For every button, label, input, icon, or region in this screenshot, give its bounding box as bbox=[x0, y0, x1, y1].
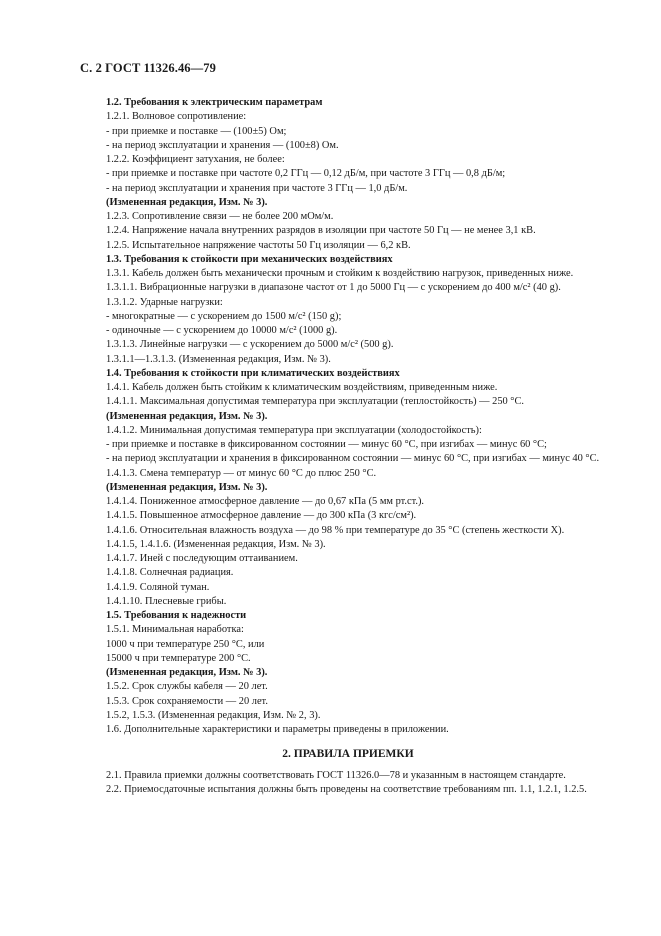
paragraph: 1.4.1.9. Соляной туман. bbox=[106, 581, 210, 593]
list-item: - на период эксплуатации и хранения — (100±8) Ом. bbox=[106, 139, 339, 151]
amendment-note: (Измененная редакция, Изм. № 3). bbox=[106, 410, 268, 422]
list-item: - при приемке и поставке в фиксированном состоянии — минус 60 °С, при изгибах — минус 60 °С; bbox=[106, 439, 547, 450]
amendment-note: 1.5.2, 1.5.3. (Измененная редакция, Изм. № 2, 3). bbox=[106, 709, 321, 721]
list-item: - на период эксплуатации и хранения при частоте 3 ГГц — 1,0 дБ/м. bbox=[106, 182, 408, 194]
amendment-note: (Измененная редакция, Изм. № 3). bbox=[106, 667, 268, 678]
paragraph: 1.2.3. Сопротивление связи — не более 200 мОм/м. bbox=[106, 211, 334, 222]
paragraph: 1.4.1.6. Относительная влажность воздуха — до 98 % при температуре до 35 °С (степень жесткости X). bbox=[106, 524, 565, 536]
paragraph: 1.3.1.2. Ударные нагрузки: bbox=[106, 296, 223, 308]
paragraph: 1.3.1.3. Линейные нагрузки — с ускорением до 5000 м/с² (500 g). bbox=[106, 339, 394, 351]
paragraph: 1.4.1.3. Смена температур — от минус 60 °С до плюс 250 °С. bbox=[106, 467, 377, 479]
heading-1-4: 1.4. Требования к стойкости при климатических воздействиях bbox=[106, 367, 400, 379]
amendment-note: (Измененная редакция, Изм. № 3). bbox=[106, 196, 268, 208]
paragraph: 1.4.1.8. Солнечная радиация. bbox=[106, 567, 234, 579]
paragraph: 1.4.1.2. Минимальная допустимая температура при эксплуатации (холодостойкость): bbox=[106, 424, 482, 436]
section-2-title: 2. ПРАВИЛА ПРИЕМКИ bbox=[282, 748, 414, 761]
paragraph: 1.5.1. Минимальная наработка: bbox=[106, 624, 244, 636]
paragraph: 1.2.2. Коэффициент затухания, не более: bbox=[106, 154, 285, 165]
paragraph: 1.3.1. Кабель должен быть механически прочным и стойким к воздействию нагрузок, приведенных ниже. bbox=[106, 268, 574, 279]
paragraph: 1.4.1.5. Повышенное атмосферное давление — до 300 кПа (3 кгс/см²). bbox=[106, 510, 417, 522]
heading-1-2: 1.2. Требования к электрическим параметрам bbox=[106, 97, 323, 108]
list-item: 1000 ч при температуре 250 °С, или bbox=[106, 638, 265, 650]
heading-1-5: 1.5. Требования к надежности bbox=[106, 610, 247, 621]
list-item: - на период эксплуатации и хранения в фиксированном состоянии — минус 60 °С, при изгибах — минус 40 °С. bbox=[106, 453, 600, 465]
paragraph: 1.4.1. Кабель должен быть стойким к климатическим воздействиям, приведенным ниже. bbox=[106, 382, 498, 393]
list-item: 15000 ч при температуре 200 °С. bbox=[106, 652, 251, 664]
list-item: - при приемке и поставке — (100±5) Ом; bbox=[106, 125, 287, 137]
amendment-note: 1.4.1.5, 1.4.1.6. (Измененная редакция, Изм. № 3). bbox=[106, 538, 326, 550]
amendment-note: (Измененная редакция, Изм. № 3). bbox=[106, 481, 268, 493]
paragraph: 1.2.5. Испытательное напряжение частоты 50 Гц изоляции — 6,2 кВ. bbox=[106, 239, 411, 251]
paragraph: 1.2.4. Напряжение начала внутренних разрядов в изоляции при частоте 50 Гц — не менее 3,1 кВ. bbox=[106, 225, 536, 237]
paragraph: 1.3.1.1. Вибрационные нагрузки в диапазоне частот от 1 до 5000 Гц — с ускорением до 400 м/с² (40 g). bbox=[106, 282, 561, 294]
paragraph: 1.4.1.4. Пониженное атмосферное давление — до 0,67 кПа (5 мм рт.ст.). bbox=[106, 496, 425, 507]
page-header: С. 2 ГОСТ 11326.46—79 bbox=[80, 61, 216, 75]
paragraph: 1.5.3. Срок сохраняемости — 20 лет. bbox=[106, 695, 268, 707]
amendment-note: 1.3.1.1—1.3.1.3. (Измененная редакция, Изм. № 3). bbox=[106, 353, 331, 365]
paragraph: 2.2. Приемосдаточные испытания должны быть проведены на соответствие требованиям пп. 1.1, 1.2.1, 1.2.5. bbox=[106, 783, 587, 795]
list-item: - многократные — с ускорением до 1500 м/с² (150 g); bbox=[106, 310, 342, 322]
list-item: - при приемке и поставке при частоте 0,2 ГГц — 0,12 дБ/м, при частоте 3 ГГц — 0,8 дБ/м; bbox=[106, 168, 506, 180]
paragraph: 1.4.1.7. Иней с последующим оттаиванием. bbox=[106, 553, 298, 564]
paragraph: 1.4.1.1. Максимальная допустимая температура при эксплуатации (теплостойкость) — 250 °С. bbox=[106, 396, 524, 408]
document-body bbox=[80, 96, 616, 797]
paragraph: 1.6. Дополнительные характеристики и параметры приведены в приложении. bbox=[106, 724, 449, 735]
paragraph: 1.4.1.10. Плесневые грибы. bbox=[106, 595, 227, 607]
heading-1-3: 1.3. Требования к стойкости при механических воздействиях bbox=[106, 253, 393, 265]
paragraph: 1.2.1. Волновое сопротивление: bbox=[106, 111, 247, 123]
paragraph: 1.5.2. Срок службы кабеля — 20 лет. bbox=[106, 681, 268, 693]
list-item: - одиночные — с ускорением до 10000 м/с² (1000 g). bbox=[106, 325, 338, 336]
paragraph: 2.1. Правила приемки должны соответствовать ГОСТ 11326.0—78 и указанным в настоящем стандарте. bbox=[106, 769, 566, 781]
